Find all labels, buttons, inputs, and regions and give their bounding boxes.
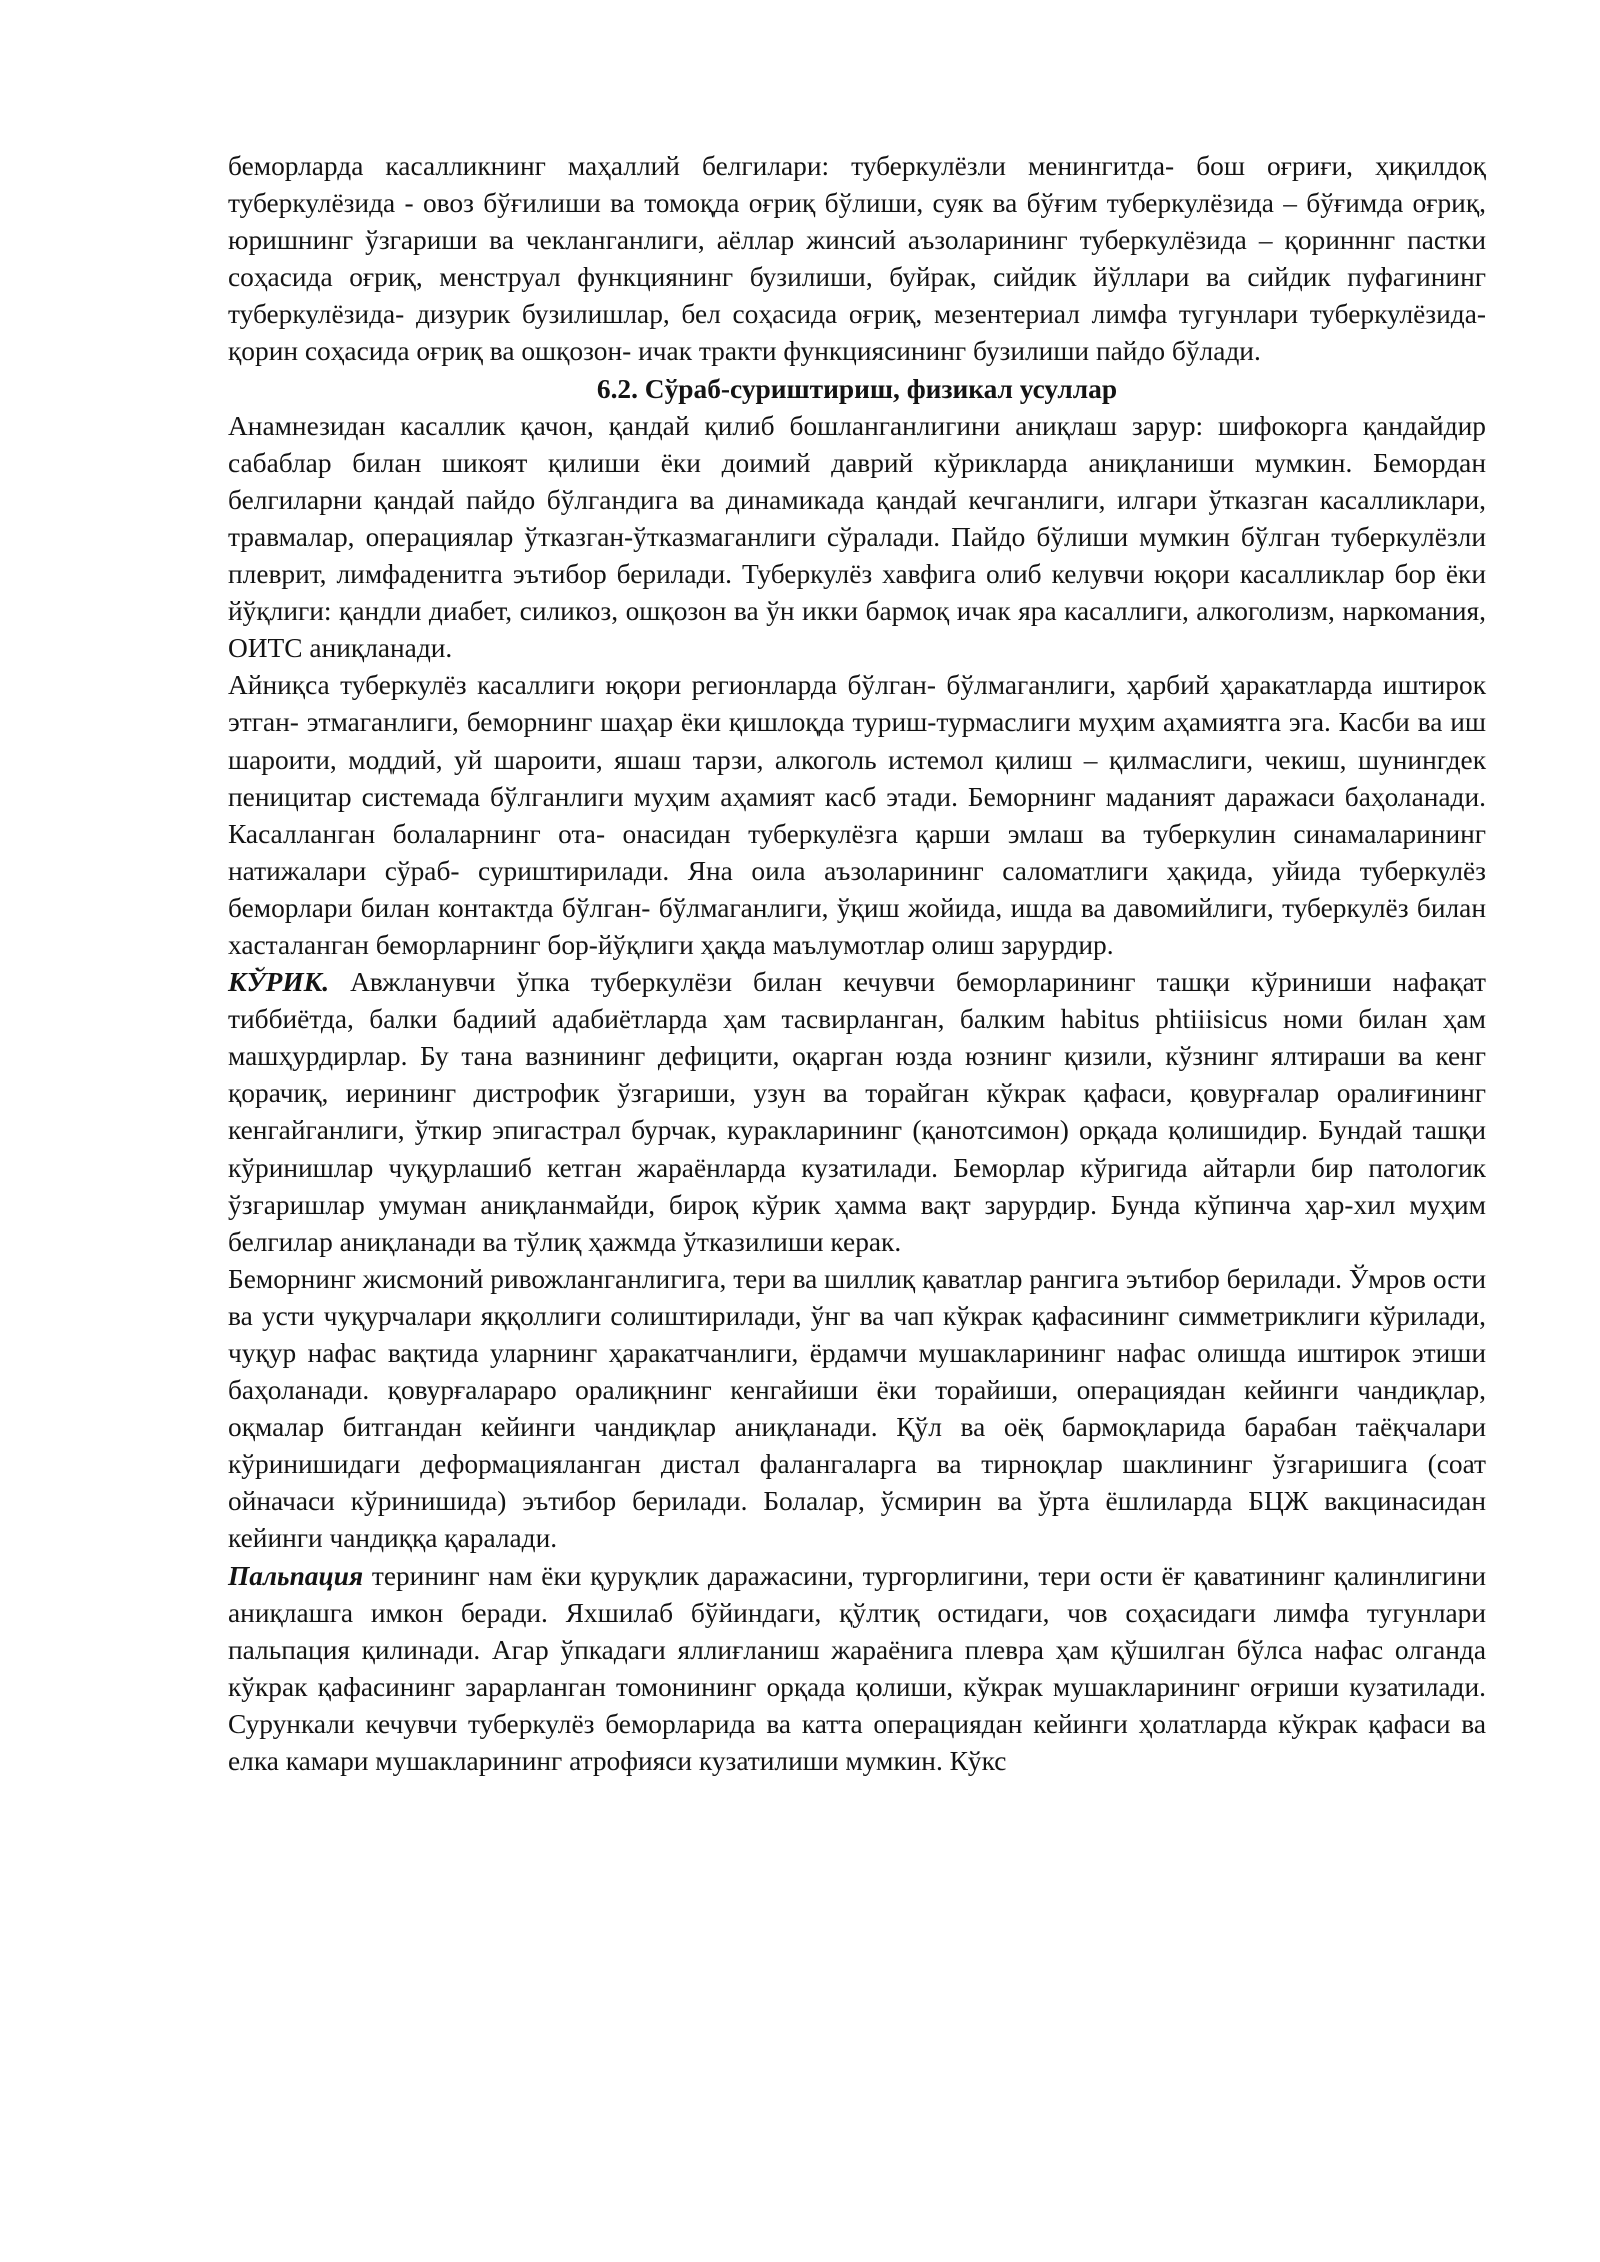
history-paragraph: Айниқса туберкулёз касаллиги юқори регионларда бўлган- бўлмаганлиги, ҳарбий ҳаракатларда иштирок этган- этмаганлиги, беморнинг шаҳар ёки қишлоқда туриш-турмаслиги муҳим аҳамиятга эга. Касби ва иш шароити, моддий, уй шароити, яшаш тарзи, алкоголь истемол қилиш – қилмаслиги, чекиш, шунингдек пеницитар системада бўлганлиги муҳим аҳамият касб этади. Беморнинг маданият даражаси баҳоланади. Касалланган болаларнинг ота- онасидан туберкулёзга қарши эмлаш ва туберкулин синамаларининг натижалари сўраб- суриштирилади. Яна оила аъзоларининг саломатлиги ҳақида, уйида туберкулёз беморлари билан контактда бўлган- бўлмаганлиги, ўқиш жойида, ишда ва давомийлиги, туберкулёз билан хасталанган беморларнинг бор-йўқлиги ҳақда маълумотлар олиш зарурдир.	[228, 670, 1486, 960]
document-body	[228, 148, 1486, 1780]
palpation-lead: Пальпация	[228, 1560, 364, 1591]
palpation-paragraph: терининг нам ёки қуруқлик даражасини, тургорлигини, тери ости ёғ қаватининг қалинлигини аниқлашга имкон беради. Яхшилаб бўйиндаги, қўлтиқ остидаги, чов соҳасидаги лимфа тугунлари пальпация қилинади. Агар ўпкадаги яллиғланиш жараёнига плевра ҳам қўшилган бўлса нафас олганда кўкрак қафасининг зарарланган томонининг орқада қолиши, кўкрак мушакларининг оғриши кузатилади. Сурункали кечувчи туберкулёз беморларида ва катта операциядан кейинги ҳолатларда кўкрак қафаси ва елка камари мушакларининг атрофияси кузатилиши мумкин. Кўкс	[228, 1560, 1486, 1777]
physical-paragraph: Беморнинг жисмоний ривожланганлигига, тери ва шиллиқ қаватлар рангига эътибор берилади. Ўмров ости ва усти чуқурчалари яққоллиги солиштирилади, ўнг ва чап кўкрак қафасининг симметриклиги кўрилади, чуқур нафас вақтида уларнинг ҳаракатчанлиги, ёрдамчи мушакларининг нафас олишда иштирок этиши баҳоланади. қовурғалараро оралиқнинг кенгайиши ёки торайиши, операциядан кейинги чандиқлар, оқмалар битгандан кейинги чандиқлар аниқланади. Қўл ва оёқ бармоқларида барабан таёқчалари кўринишидаги деформацияланган дистал фалангаларга ва тирноқлар шаклининг ўзгаришига (соат ойначаси кўринишида) эътибор берилади. Болалар, ўсмирин ва ўрта ёшлиларда БЦЖ вакцинасидан кейинги чандиққа қаралади.	[228, 1263, 1486, 1554]
inspection-lead: КЎРИК.	[228, 967, 330, 998]
section-heading: 6.2. Сўраб-суриштириш, физикал усуллар	[596, 373, 1118, 404]
inspection-paragraph: Авжланувчи ўпка туберкулёзи билан кечувчи беморларининг ташқи кўриниши нафақат тиббиётда, балки бадиий адабиётларда ҳам тасвирланган, балким habitus phtiiisicus номи билан ҳам машҳурдирлар. Бу тана вазнининг дефицити, оқарган юзда юзнинг қизили, кўзнинг ялтираши ва кенг қорачиқ, иерининг дистрофик ўзгариши, узун ва торайган кўкрак қафаси, қовурғалар оралиғининг кенгайганлиги, ўткир эпигастрал бурчак, куракларининг (қанотсимон) орқада қолишидир. Бундай ташқи кўринишлар чуқурлашиб кетган жараёнларда кузатилади. Беморлар кўригида айтарли бир патологик ўзгаришлар умуман аниқланмайди, бироқ кўрик ҳамма вақт зарурдир. Бунда кўпинча ҳар-хил муҳим белгилар аниқланади ва тўлиқ ҳажмда ўтказилиши керак.	[228, 967, 1486, 1257]
inspection-paragraph-block	[228, 964, 1486, 1261]
anamnesis-paragraph: Анамнезидан касаллик қачон, қандай қилиб бошланганлигини аниқлаш зарур: шифокорга қандайдир сабаблар билан шикоят қилиши ёки доимий даврий кўрикларда аниқланиши мумкин. Бемордан белгиларни қандай пайдо бўлгандига ва динамикада қандай кечганлиги, илгари ўтказган касалликлари, травмалар, операциялар ўтказган-ўтказмаганлиги сўралади. Пайдо бўлиши мумкин бўлган туберкулёзли плеврит, лимфаденитга эътибор берилади. Туберкулёз хавфига олиб келувчи юқори касалликлар бор ёки йўқлиги: қандли диабет, силикоз, ошқозон ва ўн икки бармоқ ичак яра касаллиги, алкоголизм, наркомания, ОИТС аниқланади.	[228, 410, 1486, 664]
intro-paragraph: беморларда касалликнинг маҳаллий белгилари: туберкулёзли менингитда- бош оғриғи, ҳиқилдоқ туберкулёзида - овоз бўғилиши ва томоқда оғриқ бўлиши, суяк ва бўғим туберкулёзида – бўғимда оғриқ, юришнинг ўзгариши ва чекланганлиги, аёллар жинсий аъзоларининг туберкулёзида – қоринннг пастки соҳасида оғриқ, менструал функциянинг бузилиши, буйрак, сийдик йўллари ва сийдик пуфагининг туберкулёзида- дизурик бузилишлар, бел соҳасида оғриқ, мезентериал лимфа тугунлари туберкулёзида- қорин соҳасида оғриқ ва ошқозон- ичак тракти функциясининг бузилиши пайдо бўлади.	[228, 151, 1486, 367]
palpation-paragraph-block	[228, 1558, 1486, 1781]
